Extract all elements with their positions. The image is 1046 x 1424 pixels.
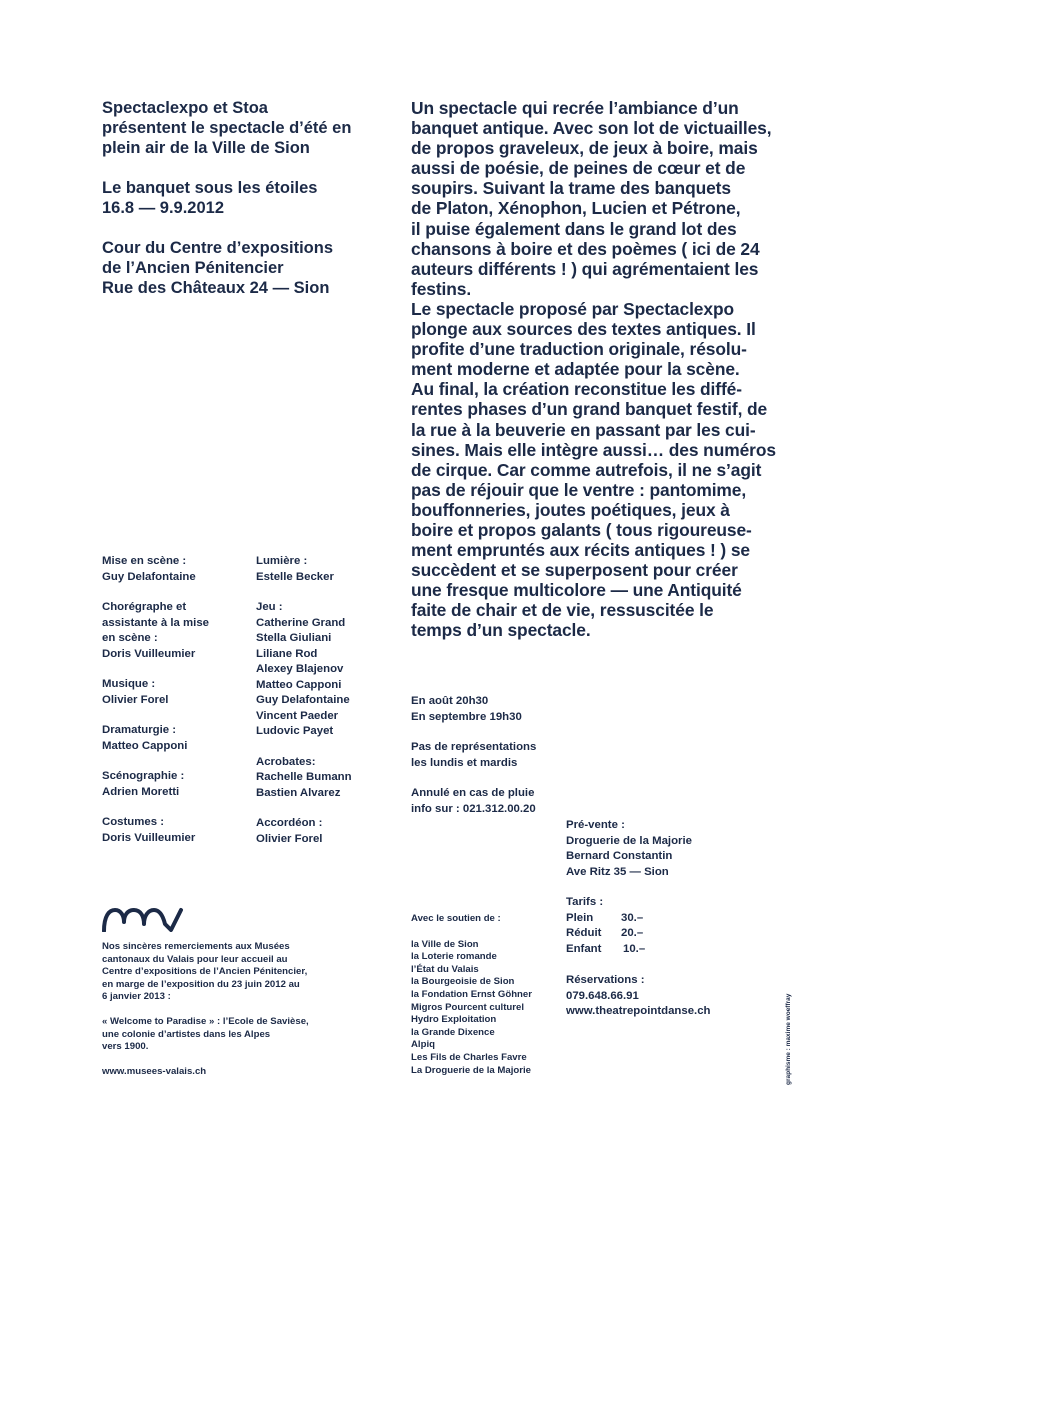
- museum-block: [102, 941, 352, 1078]
- credit-role: Accordéon :: [256, 817, 323, 829]
- tarif-price: 20.–: [621, 927, 644, 939]
- credit-names: Doris Vuilleumier: [102, 647, 196, 660]
- credit-costumes: [102, 815, 252, 846]
- credit-acrobats: [256, 755, 406, 802]
- credit-role: Jeu :: [256, 601, 283, 613]
- credit-names: Catherine Grand Stella Giuliani Liliane Rod Alexey Blajenov Matteo Capponi Guy Delafontaine Vincent Paeder Ludovic Payet: [256, 616, 350, 737]
- tarif-row-plein: [566, 911, 716, 927]
- credit-staging: [102, 554, 252, 585]
- credit-names: Estelle Becker: [256, 570, 334, 583]
- credit-names: Olivier Forel: [102, 693, 169, 706]
- credit-names: Guy Delafontaine: [102, 570, 196, 583]
- credit-names: Adrien Moretti: [102, 785, 180, 798]
- sponsors-label: Avec le soutien de :: [411, 913, 501, 924]
- credit-lighting: [256, 554, 406, 585]
- presenters-text: Spectaclexpo et Stoa présentent le spectacle d’été en plein air de la Ville de Sion: [102, 99, 352, 157]
- tarifs-block: [566, 895, 716, 957]
- credits-right-column: [256, 554, 406, 847]
- credit-music: [102, 677, 252, 708]
- credit-accordion: [256, 816, 406, 847]
- credit-cast: [256, 600, 406, 740]
- credit-names: Matteo Capponi: [102, 739, 188, 752]
- tarifs-label: Tarifs :: [566, 896, 604, 908]
- rain-info: Annulé en cas de pluie info sur : 021.312.00.20: [411, 787, 536, 815]
- credit-names: Olivier Forel: [256, 832, 323, 845]
- credit-names: Doris Vuilleumier: [102, 831, 196, 844]
- presale-place: Droguerie de la Majorie Bernard Constantin Ave Ritz 35 — Sion: [566, 834, 692, 878]
- credit-role: Acrobates:: [256, 755, 316, 768]
- tarif-row-enfant: [566, 942, 716, 958]
- sponsors-block: [411, 913, 571, 1077]
- musees-valais-logo-icon: [101, 904, 185, 932]
- tarif-row-reduit: [566, 926, 716, 942]
- tarif-name: Réduit: [566, 927, 602, 939]
- venue-text: Cour du Centre d’expositions de l’Ancien Pénitencier Rue des Châteaux 24 — Sion: [102, 239, 334, 297]
- museum-url[interactable]: www.musees-valais.ch: [102, 1065, 207, 1077]
- credit-choreography: [102, 600, 252, 662]
- museum-exhibition: « Welcome to Paradise » : l’Ecole de Savièse, une colonie d’artistes dans les Alpes vers 1900.: [102, 1015, 309, 1053]
- intro-paragraph-1: Un spectacle qui recrée l’ambiance d’un banquet antique. Avec son lot de victuailles, de propos graveleux, de jeux à boire, mais aussi de poésie, de peines de cœur et de soupirs. Suivant la trame des banquets de Platon, Xénophon, Lucien et Pétrone, il puise également dans le grand lot des chansons à boire et des poèmes ( ici de 24 auteurs différents ! ) qui agrémentaient les festins.: [411, 98, 772, 299]
- show-times: En août 20h30 En septembre 19h30: [411, 695, 522, 723]
- credit-role: Costumes :: [102, 816, 165, 828]
- sponsors-list: la Ville de Sion la Loterie romande l’État du Valais la Bourgeoisie de Sion la Fondation Ernst Göhner Migros Pourcent culturel Hydro Exploitation la Grande Dixence Alpiq Les Fils de Charles Favre La Droguerie de la Majorie: [411, 938, 532, 1076]
- presale-label: Pré-vente :: [566, 819, 625, 831]
- closed-days: Pas de représentations les lundis et mardis: [411, 741, 537, 769]
- reservations-block: [566, 973, 766, 1020]
- credits-left-column: [102, 554, 252, 846]
- show-title: Le banquet sous les étoiles: [102, 179, 318, 197]
- credit-role: Lumière :: [256, 555, 308, 567]
- reservations-label: Réservations :: [566, 974, 645, 986]
- design-credit: graphisme : maxime woeffray: [785, 993, 792, 1085]
- show-dates: 16.8 — 9.9.2012: [102, 199, 225, 217]
- intro-text: [411, 98, 801, 641]
- credit-role: Scénographie :: [102, 770, 185, 782]
- credit-role: Musique :: [102, 678, 156, 690]
- tarif-name: Plein: [566, 911, 594, 924]
- credit-dramaturgy: [102, 723, 252, 754]
- credit-role: Dramaturgie :: [102, 724, 177, 736]
- reservations-website[interactable]: www.theatrepointdanse.ch: [566, 1005, 711, 1017]
- tarif-price: 30.–: [621, 911, 644, 924]
- presale-block: [566, 818, 766, 880]
- reservations-phone[interactable]: 079.648.66.91: [566, 989, 639, 1002]
- credit-names: Rachelle Bumann Bastien Alvarez: [256, 771, 352, 799]
- credit-scenography: [102, 769, 252, 800]
- tarif-name: Enfant: [566, 942, 602, 955]
- schedule-block: [411, 694, 561, 817]
- credit-role: Chorégraphe et assistante à la mise en scène :: [102, 601, 210, 644]
- intro-paragraph-2: Le spectacle proposé par Spectaclexpo plonge aux sources des textes antiques. Il profite d’une traduction originale, résolu- ment moderne et adaptée pour la scène. Au final, la création reconstitue les diffé- rentes phases d’un grand banquet festif, de la rue à la beuverie en passant par les cui- sines. Mais elle intègre aussi… des numéros de cirque. Car comme autrefois, il ne s’agit pas de réjouir que le ventre : pantomime, bouffonneries, joutes poétiques, jeux à boire et propos galants ( tous rigoureuse- ment empruntés aux récits antiques ! ) se succèdent et se superposent pour créer une fresque multicolore — une Antiquité faite de chair et de vie, ressuscitée le temps d’un spectacle.: [411, 298, 776, 641]
- museum-thanks: Nos sincères remerciements aux Musées cantonaux du Valais pour leur accueil au Centre d’expositions de l’Ancien Pénitencier, en marge de l’exposition du 23 juin 2012 au 6 janvier 2013 :: [102, 941, 308, 1003]
- tarif-price: 10.–: [623, 942, 646, 955]
- credit-role: Mise en scène :: [102, 555, 187, 567]
